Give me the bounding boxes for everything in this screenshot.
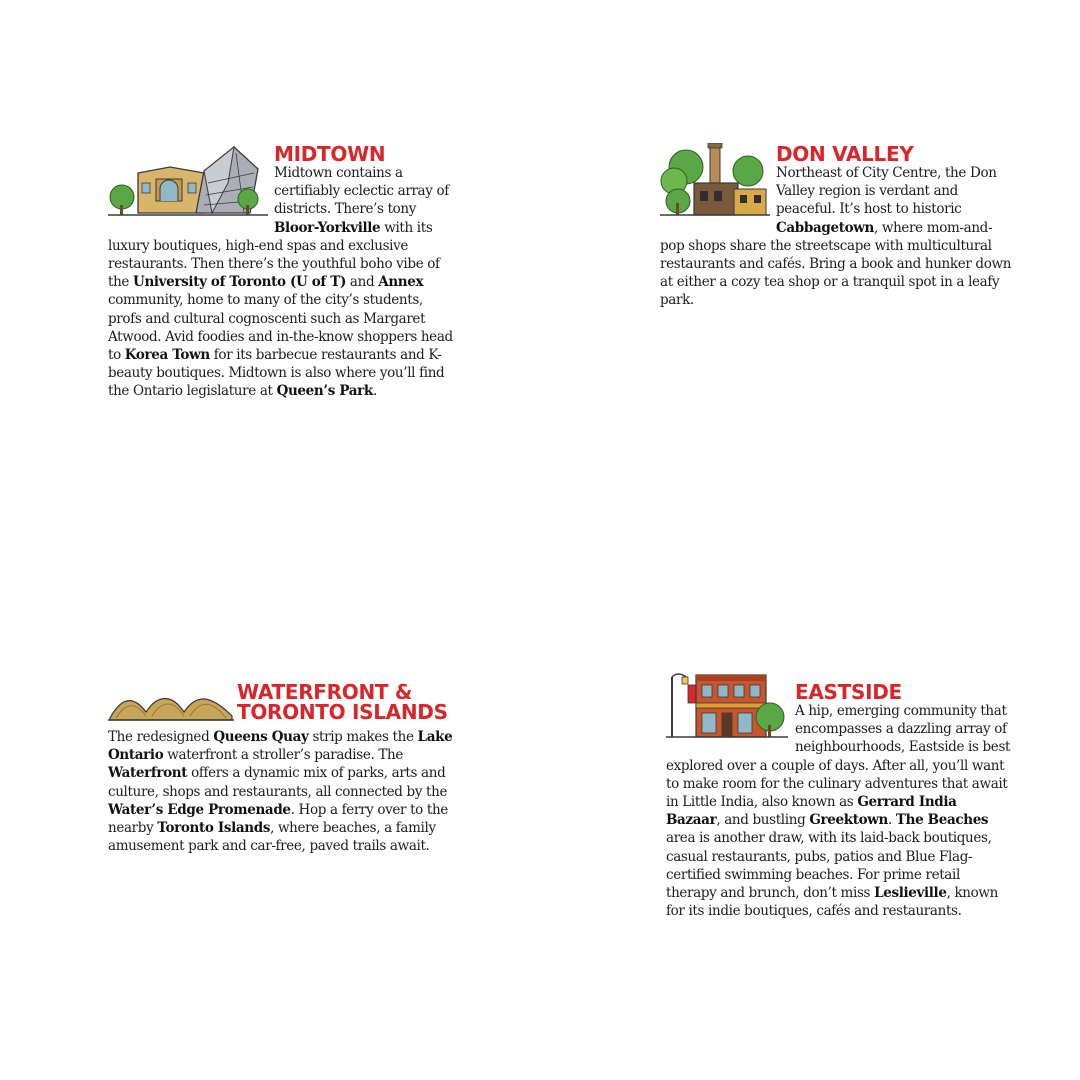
place-name: Queen’s Park	[276, 383, 373, 400]
body-text: Northeast of City Centre, the Don Valley region is verdant and peaceful. It’s host to historic	[776, 165, 997, 218]
don-valley-brickworks-illustration	[660, 143, 770, 219]
body-text: , known for its indie boutiques, cafés and restaurants.	[666, 885, 998, 920]
section-title-line-2: TORONTO ISLANDS	[237, 700, 448, 724]
place-name: The Beaches	[895, 812, 989, 829]
body-text: Midtown contains a certifiably eclectic array of districts. There’s tony	[274, 165, 449, 218]
section-title-line-1: WATERFRONT &	[237, 680, 413, 704]
body-text: . Hop a ferry over to the nearby	[108, 801, 448, 837]
body-text: A hip, emerging community that encompasses a dazzling array of neighbourhoods, Eastside is best explored over a couple of days. After all, you’ll want to make room for the culinary adventures that await in Little India, also known as	[666, 703, 1011, 811]
place-name: Queens Quay	[213, 729, 309, 745]
place-name: Korea Town	[124, 347, 210, 364]
place-name: Water’s Edge Promenade	[108, 801, 291, 818]
body-text: The redesigned	[108, 729, 214, 745]
place-name: Bloor-Yorkville	[274, 219, 381, 236]
place-name: Annex	[378, 274, 424, 291]
eastside-storefront-illustration	[666, 671, 788, 739]
section-don-valley	[660, 143, 1015, 310]
body-text: .	[372, 383, 377, 400]
section-title: MIDTOWN	[274, 142, 386, 166]
body-text: waterfront a stroller’s paradise. The	[163, 747, 404, 764]
place-name: Toronto Islands	[157, 820, 271, 837]
body-text: strip makes the	[308, 729, 418, 745]
midtown-museum-illustration	[108, 143, 268, 219]
body-text: for its barbecue restaurants and K-beauty boutiques. Midtown is also where you’ll find the Ontario legislature at	[108, 347, 445, 400]
section-waterfront	[108, 682, 458, 855]
section-title: DON VALLEY	[776, 142, 914, 166]
body-text: , where mom-and-pop shops share the streetscape with multicultural restaurants and cafés. Bring a book and hunker down at either a cozy tea shop or a tranquil spot in a leafy park.	[660, 219, 1012, 309]
body-text: .	[888, 812, 896, 829]
section-title: EASTSIDE	[795, 680, 902, 704]
section-midtown	[108, 143, 453, 401]
place-name: Cabbagetown	[776, 219, 874, 236]
place-name: Greektown	[809, 812, 889, 829]
place-name: Lake Ontario	[108, 729, 453, 764]
section-body	[108, 728, 458, 855]
body-text: offers a dynamic mix of parks, arts and culture, shops and restaurants, all connected by the	[108, 765, 448, 800]
wavedeck-illustration	[108, 682, 234, 722]
body-text: , where beaches, a family amusement park and car-free, paved trails await.	[108, 820, 436, 855]
section-eastside	[666, 671, 1012, 920]
body-text: , and bustling	[716, 812, 810, 829]
body-text: with its luxury boutiques, high-end spas and exclusive restaurants. Then there’s the youthful boho vibe of the	[108, 219, 440, 291]
body-text: area is another draw, with its laid-back boutiques, casual restaurants, pubs, patios and Blue Flag-certified swimming beaches. For prime retail therapy and brunch, don’t miss	[666, 830, 992, 902]
place-name: University of Toronto (U of T)	[133, 274, 346, 291]
body-text: and	[345, 274, 379, 291]
place-name: Gerrard India Bazaar	[666, 794, 957, 829]
place-name: Waterfront	[108, 765, 188, 782]
place-name: Leslieville	[874, 885, 947, 902]
body-text: community, home to many of the city’s students, profs and cultural cognoscenti such as Margaret Atwood. Avid foodies and in-the-know shoppers head to	[108, 292, 453, 364]
